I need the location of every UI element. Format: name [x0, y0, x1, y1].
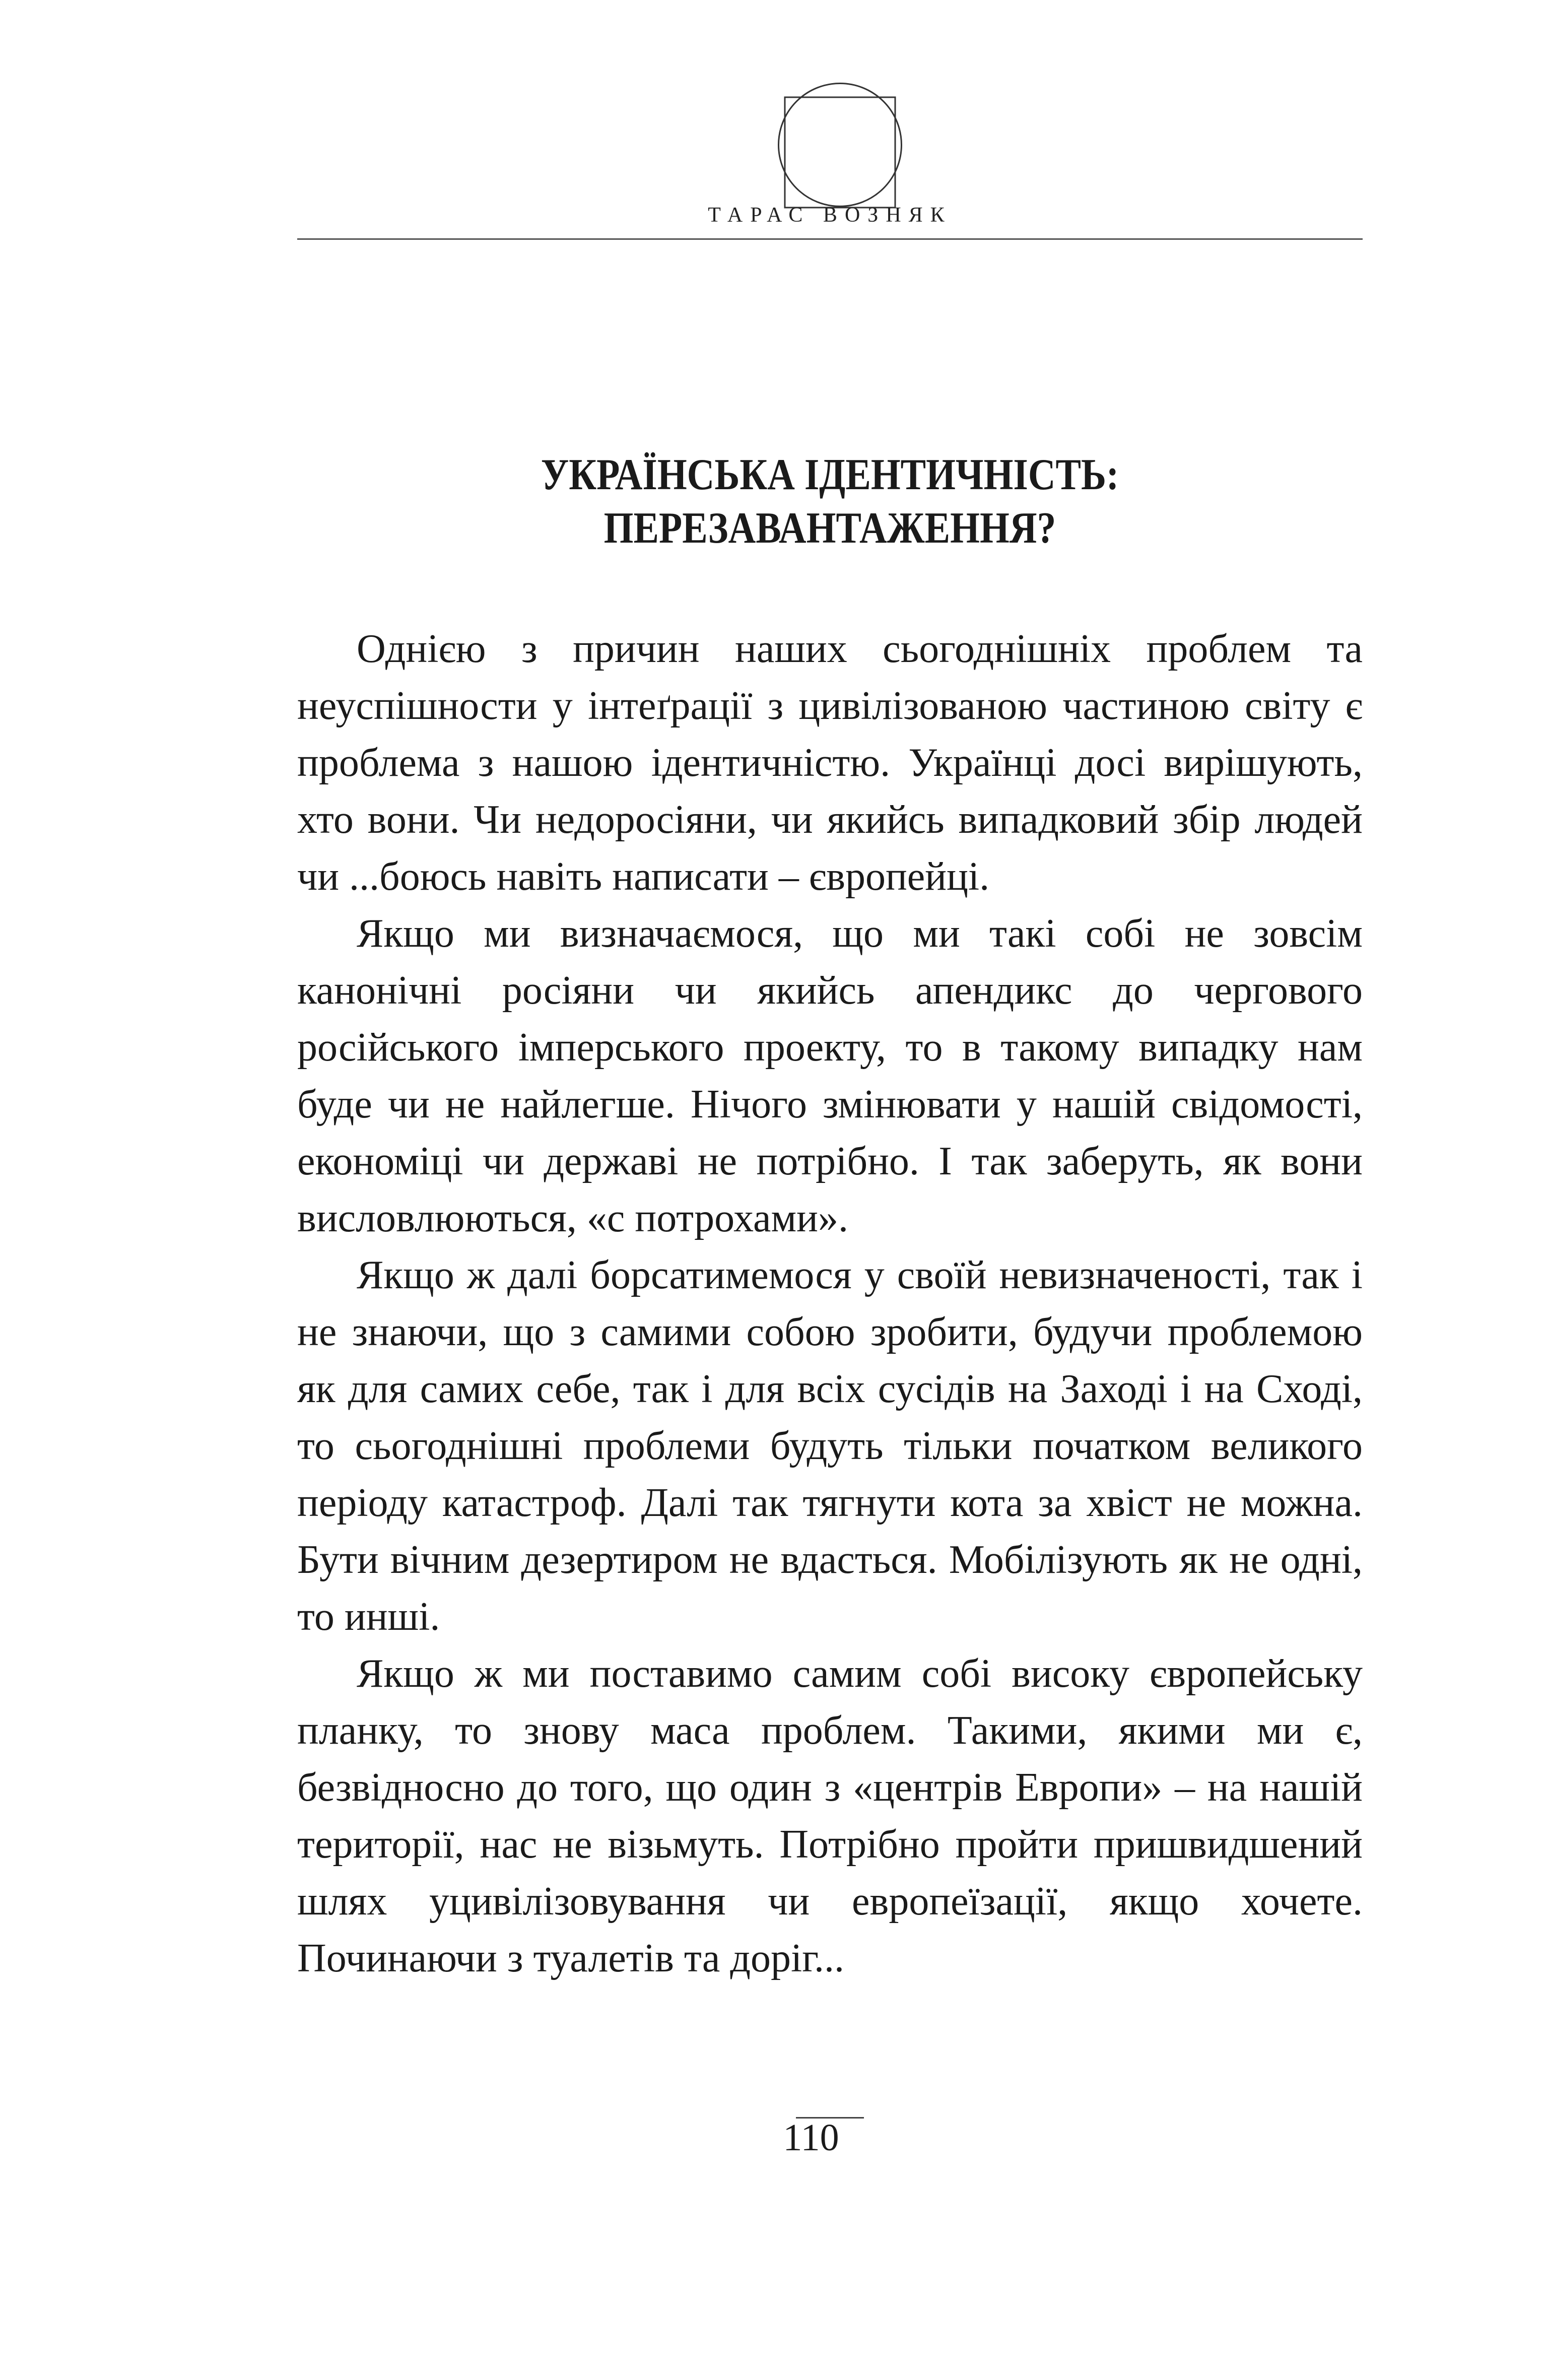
body-text — [297, 621, 1363, 1987]
circle-square-emblem-icon — [773, 78, 907, 212]
chapter-title-line-1: УКРАЇНСЬКА ІДЕНТИЧНІСТЬ: — [541, 450, 1119, 499]
paragraph-1: Однією з причин наших сьогоднішніх проблем та неуспішности у інтеґрації з цивілізованою частиною світу є проблема з нашою ідентичністю. Українці досі вирішують, хто вони. Чи недоросіяни, чи якийсь випадковий збір людей чи ...боюсь навіть написати – європейці. — [297, 627, 1363, 899]
paragraph-2: Якщо ми визначаємося, що ми такі собі не зовсім канонічні росіяни чи якийсь апендикс до чергового російського імперського проекту, то в такому випадку нам буде чи не найлегше. Нічого змінювати у нашій свідомості, економіці чи державі не потрібно. І так заберуть, як вони висловлюються, «с потрохами». — [297, 911, 1363, 1240]
paragraph-4: Якщо ж ми поставимо самим собі високу європейську планку, то знову маса проблем. Такими, якими ми є, безвідносно до того, що один з «центрів Европи» – на нашій території, нас не візьмуть. Потрібно пройти пришвидшений шлях уцивілізовування чи европеїзації, якщо хочете. Починаючи з туалетів та доріг... — [297, 1651, 1363, 1980]
paragraph-3: Якщо ж далі борсатимемося у своїй невизначеності, так і не знаючи, що з самими собою зробити, будучи проблемою як для самих себе, так і для всіх сусідів на Заході і на Сході, то сьогоднішні проблеми будуть тільки початком великого періоду катастроф. Далі так тягнути кота за хвіст не можна. Бути вічним дезертиром не вдасться. Мобілізують як не одні, то инші. — [297, 1253, 1363, 1639]
chapter-title-line-2: ПЕРЕЗАВАНТАЖЕННЯ? — [603, 504, 1056, 553]
chapter-title — [372, 448, 1288, 555]
page-number: 110 — [783, 2117, 839, 2159]
header-rule — [297, 238, 1363, 240]
running-head-author: ТАРАС ВОЗНЯК — [708, 204, 952, 227]
